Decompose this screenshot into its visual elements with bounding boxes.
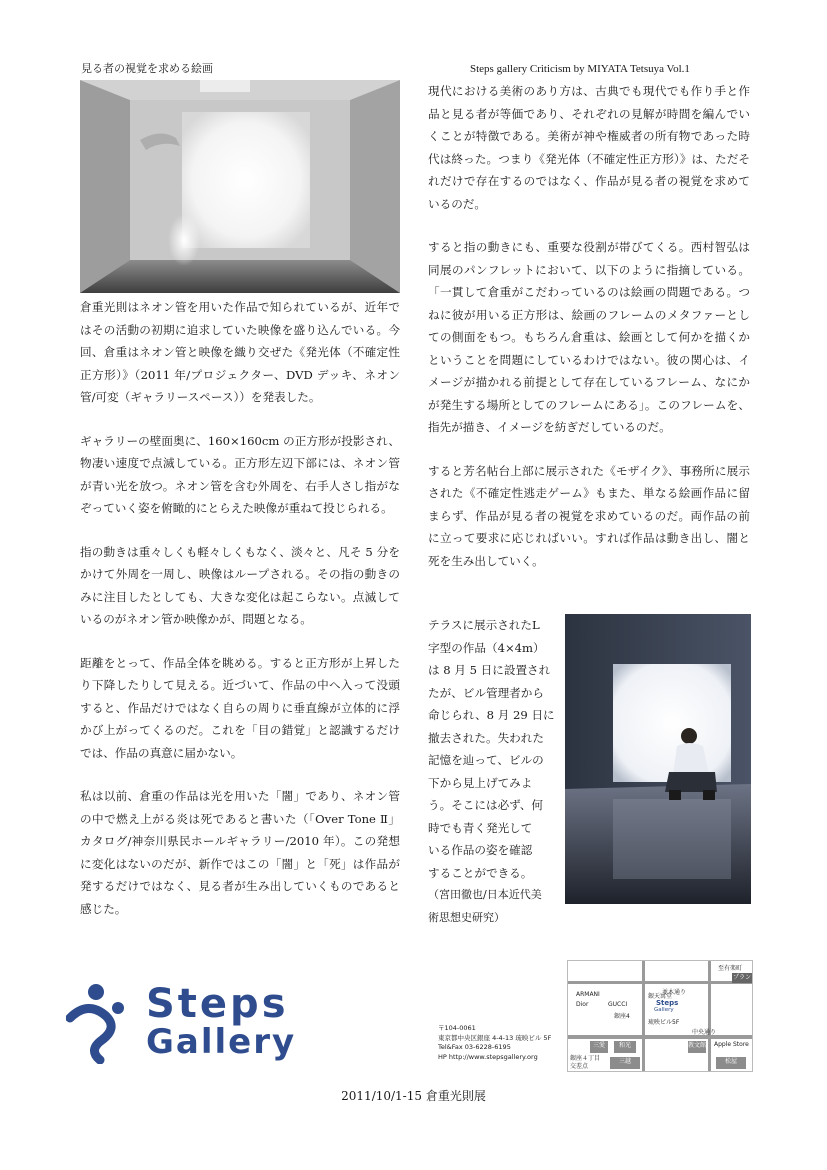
street-address: 東京都中央区銀座 4-4-13 琉映ビル 5F [438, 1033, 552, 1042]
map-block: プランタン [732, 974, 751, 991]
map-label: 銀座4 [614, 1013, 630, 1020]
text-line: 字型の作品（4×4m） [428, 640, 545, 655]
paragraph: ギャラリーの壁面奥に、160×160cm の正方形が投影され、物凄い速度で点滅している。正方形左辺下部には、ネオン管が青い光を放つ。ネオン管を含む外周を、右手人さし指がなぞっていく姿を俯瞰的にとらえた映像が重ねて投じられる。 [80, 433, 400, 515]
map-label: GUCCI [608, 1001, 628, 1008]
map-label: 交差点 [570, 1063, 589, 1070]
footer-exhibition-date: 2011/10/1-15 倉重光則展 [341, 1089, 486, 1103]
map-block: 三越 [610, 1057, 640, 1069]
exhibition-photo-room [80, 80, 400, 293]
map-label: 並木通り [662, 989, 687, 996]
map-block: 和光 [614, 1041, 636, 1053]
map-block: 教文館 [688, 1041, 706, 1053]
logo-text-steps: Steps [146, 981, 289, 1027]
text-line: たが、ビル管理者から [428, 685, 544, 700]
gallery-address [438, 1024, 558, 1062]
map-label: Gallery [654, 1007, 674, 1013]
paragraph: 私は以前、倉重の作品は光を用いた「闇」であり、ネオン管の中で燃え上がる炎は死であると書いた（「Over Tone Ⅱ」カタログ/神奈川県民ホールギャラリー/2010 年）。この発想に変化はないのだが、新作ではこの「闇」と「死」は作品が発するだけではなく、見る者が生み出していくものであると感じた。 [80, 789, 400, 916]
text-line: 記憶を辿って、ビルの [428, 753, 544, 767]
paragraph: 倉重光則はネオン管を用いた作品で知られているが、近年ではその活動の初期に追求していた映像を盛り込んでいる。今回、倉重はネオン管と映像を織り交ぜた《発光体（不確定性正方形）》（2011 年/プロジェクター、DVD デッキ、ネオン管/可変（ギャラリースペース））を発表した。 [80, 300, 400, 404]
text-line: 命じられ、8 月 29 日に [428, 708, 555, 722]
map-label: 中央通り [692, 1029, 717, 1036]
text-line: 下から見上げてみよ [428, 775, 533, 790]
map-label: 銀天寓堂 [648, 993, 673, 1000]
map-label: 琉映ビル5F [648, 1019, 680, 1026]
map-label: 至有楽町 [718, 965, 743, 972]
logo-text-gallery: Gallery [146, 1022, 297, 1062]
paragraph: 指の動きは重々しくも軽々しくもなく、淡々と、凡そ 5 分をかけて外周を一周し、映像はループされる。その指の動きのみに注目したとしても、大きな変化は起こらない。点滅しているのがネオン管か映像かが、問題となる。 [80, 544, 400, 626]
paragraph: 現代における美術のあり方は、古典でも現代でも作り手と作品と見る者が等価であり、それぞれの見解が時間を編んでいくことが特徴である。美術が神や権威者の所有物であった時代は終った。つまり《発光体（不確定性正方形）》は、ただそれだけで存在するのではなく、作品が見る者の視覚を求めているのだ。 [428, 84, 750, 211]
text-line: （宮田徹也/日本近代美 [428, 888, 542, 901]
paragraph: すると指の動きにも、重要な役割が帯びてくる。西村智弘は同展のパンフレットにおいて、以下のように指摘している。「一貫して倉重がこだわっているのは絵画の問題である。つねに彼が用いる正方形は、絵画のフレームのメタファーとしての側面をもつ。もちろん倉重は、絵画として何かを描くかということを問題にしているわけではない。彼の関心は、イメージが描かれる前提として存在しているフレーム、なにかが発生する場所としてのフレームにある」。このフレームを、指先が描き、イメージを紡ぎだしているのだ。 [428, 240, 750, 434]
logo-mark-icon [66, 982, 128, 1064]
text-line: 時でも青く発光して [428, 820, 533, 835]
left-column [80, 296, 400, 941]
text-line: いる作品の姿を確認 [428, 843, 533, 857]
text-line: 術思想史研究） [428, 910, 505, 924]
text-line: 撤去された。失われた [428, 730, 544, 745]
text-line: は 8 月 5 日に設置され [428, 663, 551, 677]
phone-number: Tel&Fax 03-6228-6195 [438, 1043, 511, 1051]
map-label: Steps [656, 999, 679, 1007]
narrow-column [428, 614, 558, 929]
map-block: 松屋 [716, 1057, 746, 1069]
website-url: HP http://www.stepsgallery.org [438, 1052, 538, 1061]
text-line: う。そこには必ず、何 [428, 798, 544, 812]
map-label: 銀座４丁目 [570, 1055, 601, 1062]
gallery-map [567, 960, 753, 1072]
map-label: Apple Store [714, 1041, 749, 1048]
right-column [428, 80, 750, 593]
text-line: することができる。 [428, 865, 533, 880]
page-title: 見る者の視覚を求める絵画 [81, 62, 213, 75]
exhibition-photo-artist [565, 614, 751, 904]
series-title: Steps gallery Criticism by MIYATA Tetsuya Vol.1 [470, 63, 690, 75]
map-block: 三愛 [590, 1041, 608, 1053]
steps-gallery-logo [66, 982, 396, 1064]
postal-code: 〒104-0061 [438, 1024, 476, 1032]
paragraph: すると芳名帖台上部に展示された《モザイク》、事務所に展示された《不確定性逃走ゲーム》もまた、単なる絵画作品に留まらず、作品が見る者の視覚を求めているのだ。両作品の前に立って要求に応じればいい。すれば作品は動き出し、闇と死を生み出していく。 [428, 463, 750, 568]
text-line: テラスに展示されたL [428, 618, 540, 632]
map-label: ARMANI [576, 991, 600, 998]
paragraph: 距離をとって、作品全体を眺める。すると正方形が上昇したり下降したりして見える。近づいて、作品の中へ入って没頭すると、作品だけではなく自らの周りに垂直線が立体的に浮かび上がってくるのだ。これを「目の錯覚」と認識するだけでは、作品の真意に届かない。 [80, 655, 400, 760]
map-label: Dior [576, 1001, 589, 1008]
